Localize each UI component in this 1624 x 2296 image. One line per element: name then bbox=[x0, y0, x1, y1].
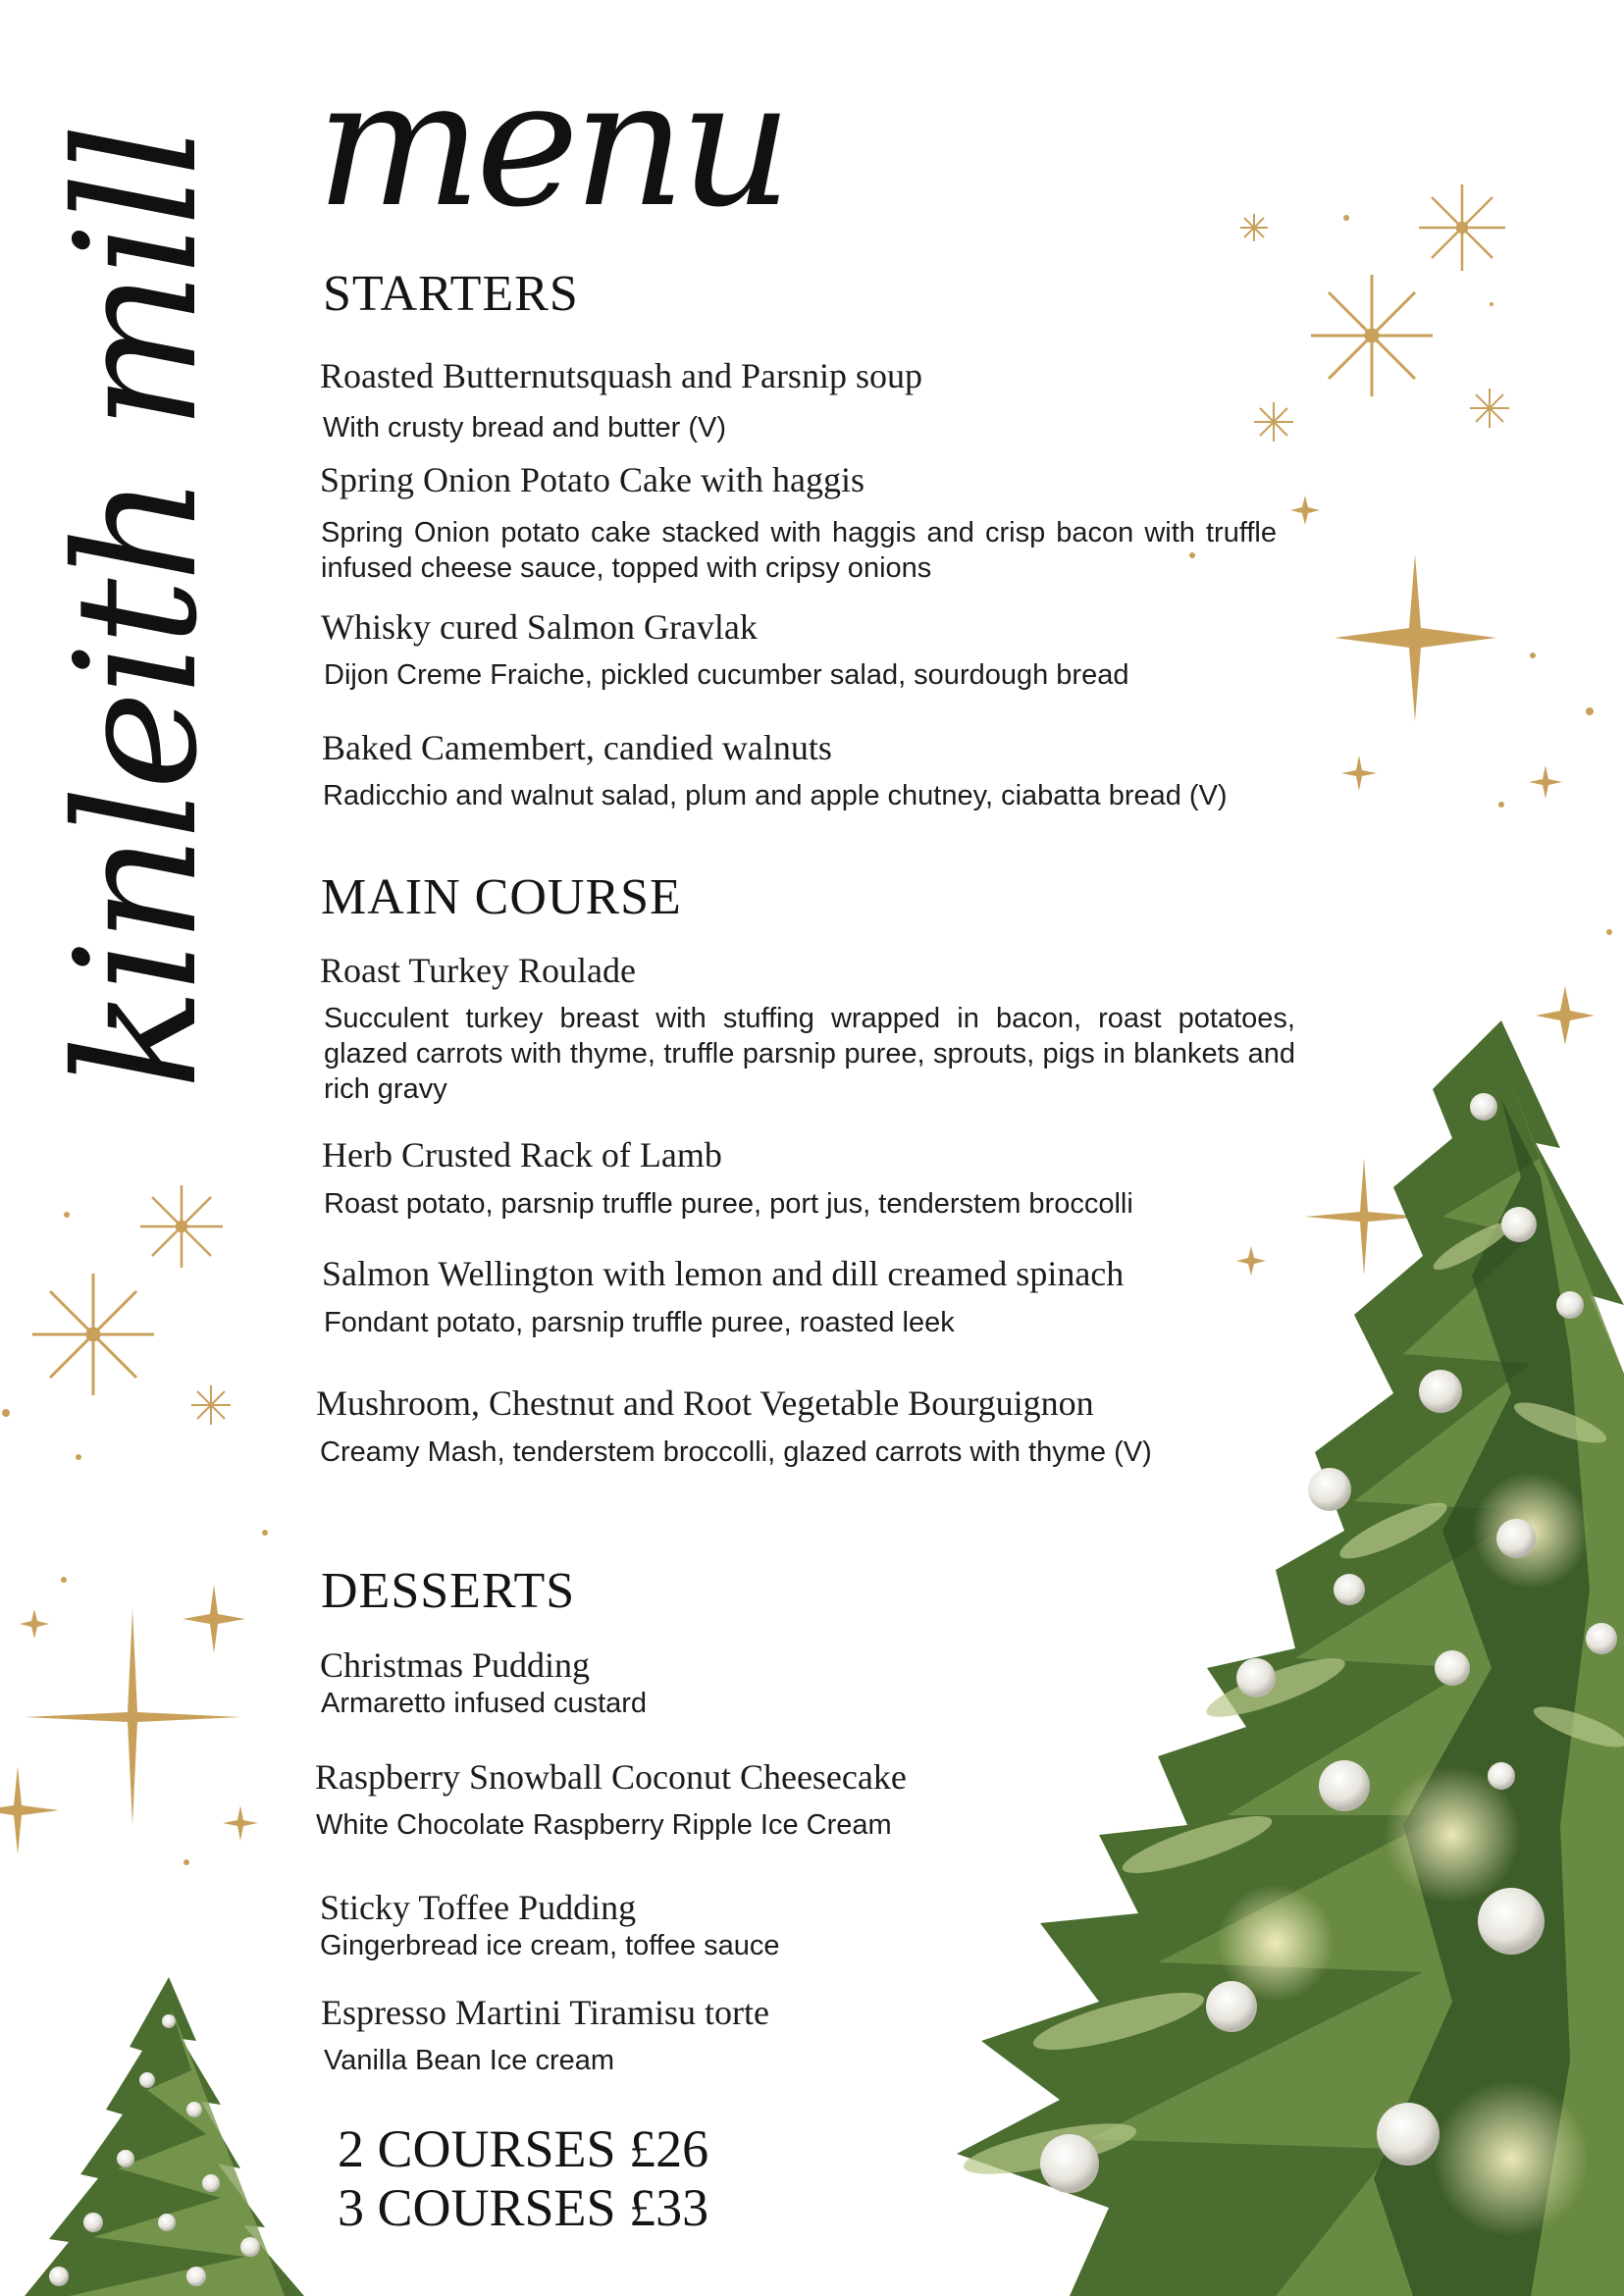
dish-description: White Chocolate Raspberry Ripple Ice Cream bbox=[316, 1809, 892, 1841]
dish-name: Espresso Martini Tiramisu torte bbox=[321, 1993, 769, 2032]
dish-name: Raspberry Snowball Coconut Cheesecake bbox=[315, 1757, 907, 1797]
sparkle-icon bbox=[1335, 554, 1496, 721]
sparkle-icon bbox=[1305, 1158, 1423, 1276]
sparkle-icon bbox=[1529, 765, 1562, 799]
dish-name: Spring Onion Potato Cake with haggis bbox=[320, 460, 864, 499]
starburst-icon bbox=[32, 1274, 154, 1395]
dish-name: Whisky cured Salmon Gravlak bbox=[321, 607, 758, 647]
starburst-icon bbox=[140, 1185, 223, 1268]
starburst-icon bbox=[1311, 275, 1433, 396]
dish-name: Baked Camembert, candied walnuts bbox=[322, 728, 832, 767]
dish-description: Radicchio and walnut salad, plum and apple chutney, ciabatta bread (V) bbox=[323, 780, 1228, 811]
watercolor-christmas-tree-small bbox=[25, 1977, 304, 2296]
dish-description: With crusty bread and butter (V) bbox=[323, 412, 726, 444]
starburst-icon bbox=[1419, 184, 1505, 271]
sparkle-icon bbox=[223, 1805, 258, 1841]
price-two-courses: 2 COURSES £26 bbox=[338, 2119, 709, 2178]
sparkle-icon bbox=[0, 1766, 59, 1854]
section-title-main-course: MAIN COURSE bbox=[321, 869, 682, 925]
sparkle-icon bbox=[1341, 756, 1377, 791]
starburst-icon bbox=[191, 1385, 231, 1425]
sparkle-icon bbox=[1236, 1246, 1266, 1276]
section-title-desserts: DESSERTS bbox=[321, 1563, 576, 1619]
brand-logo: kinleith mill bbox=[40, 127, 235, 1090]
starburst-icon bbox=[1470, 389, 1509, 428]
dish-name: Christmas Pudding bbox=[320, 1645, 591, 1685]
sparkle-icon bbox=[25, 1609, 240, 1825]
dish-description: Fondant potato, parsnip truffle puree, roasted leek bbox=[324, 1307, 955, 1338]
dish-name: Mushroom, Chestnut and Root Vegetable Bourguignon bbox=[316, 1383, 1094, 1423]
menu-title: menu bbox=[316, 42, 787, 245]
dish-description: Roast potato, parsnip truffle puree, port jus, tenderstem broccolli bbox=[324, 1188, 1133, 1220]
section-title-starters: STARTERS bbox=[323, 266, 579, 322]
dish-name: Salmon Wellington with lemon and dill creamed spinach bbox=[322, 1254, 1125, 1293]
dish-description: Vanilla Bean Ice cream bbox=[324, 2045, 615, 2076]
sparkle-icon bbox=[20, 1609, 49, 1639]
starburst-icon bbox=[1254, 402, 1293, 442]
dish-name: Roasted Butternutsquash and Parsnip soup bbox=[320, 356, 922, 395]
dish-name: Sticky Toffee Pudding bbox=[320, 1888, 637, 1927]
sparkle-icon bbox=[183, 1585, 245, 1653]
starburst-icon bbox=[1240, 214, 1268, 241]
dish-description: Gingerbread ice cream, toffee sauce bbox=[320, 1930, 780, 1961]
dish-description: Succulent turkey breast with stuffing wrapped in bacon, roast potatoes, glazed carrots with thyme, truffle parsnip puree, sprouts, pigs in blankets and rich gravy bbox=[324, 1003, 1295, 1105]
dish-description: Spring Onion potato cake stacked with haggis and crisp bacon with truffle infused cheese sauce, topped with cripsy onions bbox=[321, 517, 1277, 584]
sparkle-icon bbox=[1290, 496, 1320, 525]
price-three-courses: 3 COURSES £33 bbox=[338, 2178, 709, 2237]
sparkle-icon bbox=[1536, 986, 1595, 1045]
dish-name: Herb Crusted Rack of Lamb bbox=[322, 1135, 722, 1174]
dish-name: Roast Turkey Roulade bbox=[320, 951, 637, 990]
dish-description: Creamy Mash, tenderstem broccolli, glazed carrots with thyme (V) bbox=[320, 1436, 1152, 1468]
dish-description: Dijon Creme Fraiche, pickled cucumber salad, sourdough bread bbox=[324, 659, 1129, 691]
dish-description: Armaretto infused custard bbox=[321, 1688, 648, 1719]
brand-column bbox=[20, 39, 255, 1119]
